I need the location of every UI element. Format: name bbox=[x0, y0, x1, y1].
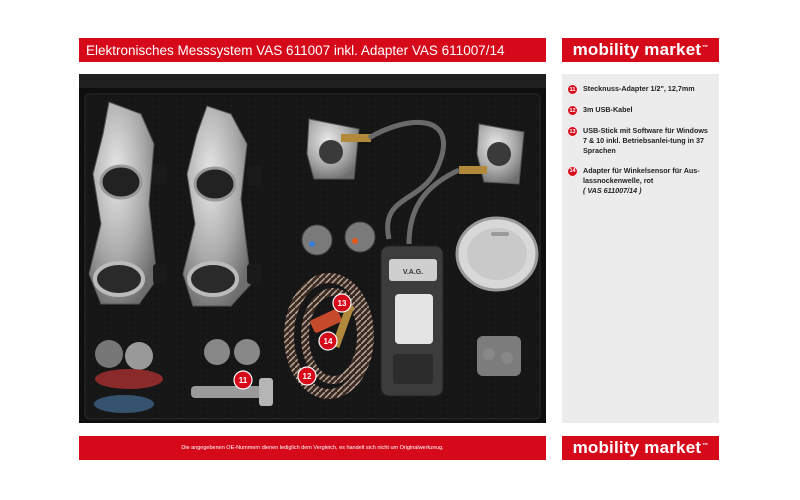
measuring-device bbox=[381, 246, 443, 396]
photo-badge-13 bbox=[333, 294, 351, 312]
brand-logo-bottom bbox=[562, 436, 719, 460]
trademark-mark: ™ bbox=[702, 45, 709, 51]
legend-badge-12: 12 bbox=[567, 105, 578, 116]
photo-badge-14-label: 14 bbox=[323, 337, 333, 346]
legend-note-14: ( VAS 611007/14 ) bbox=[583, 185, 642, 195]
page-title: Elektronisches Messsystem VAS 611007 inkl. Adapter VAS 611007/14 bbox=[86, 42, 505, 58]
item-legend-panel bbox=[562, 74, 719, 423]
legend-item-14 bbox=[567, 166, 713, 196]
brand-name: mobility market bbox=[572, 40, 702, 59]
photo-badge-11-label: 11 bbox=[238, 376, 248, 385]
legend-item-12 bbox=[567, 105, 713, 116]
photo-badge-12-label: 12 bbox=[302, 372, 312, 381]
footer-disclaimer: Die angegebenen OE-Nummern dienen lediglich dem Vergleich, es handelt sich nicht um Originalwerkzeug. bbox=[181, 445, 444, 451]
photo-badge-11 bbox=[234, 371, 252, 389]
legend-text-11: Stecknuss-Adapter 1/2", 12,7mm bbox=[583, 84, 695, 93]
photo-badge-14 bbox=[319, 332, 337, 350]
legend-badge-13: 13 bbox=[567, 126, 578, 137]
legend-badge-14: 14 bbox=[567, 166, 578, 177]
product-photo bbox=[79, 74, 546, 423]
photo-badge-12 bbox=[298, 367, 316, 385]
trademark-mark-bottom: ™ bbox=[702, 443, 709, 449]
legend-item-11 bbox=[567, 84, 713, 95]
oval-case bbox=[457, 218, 537, 290]
legend-text-12: 3m USB-Kabel bbox=[583, 105, 633, 114]
legend-text-14: Adapter für Winkelsensor für Aus-lassnockenwelle, rot bbox=[583, 165, 700, 185]
device-lid-text: V.A.G. bbox=[402, 269, 424, 276]
small-parts bbox=[477, 336, 521, 376]
brand-name-bottom: mobility market bbox=[572, 438, 702, 457]
legend-text-14-wrap bbox=[583, 166, 713, 196]
photo-badge-13-label: 13 bbox=[337, 299, 347, 308]
footer-disclaimer-bar bbox=[79, 436, 546, 460]
legend-item-13 bbox=[567, 126, 713, 156]
header-title-bar bbox=[79, 38, 546, 62]
brand-logo-top bbox=[562, 38, 719, 62]
legend-text-13: USB-Stick mit Software für Windows 7 & 10 inkl. Betriebsanlei-tung in 37 Sprachen bbox=[583, 126, 708, 155]
legend-badge-11: 11 bbox=[567, 84, 578, 95]
